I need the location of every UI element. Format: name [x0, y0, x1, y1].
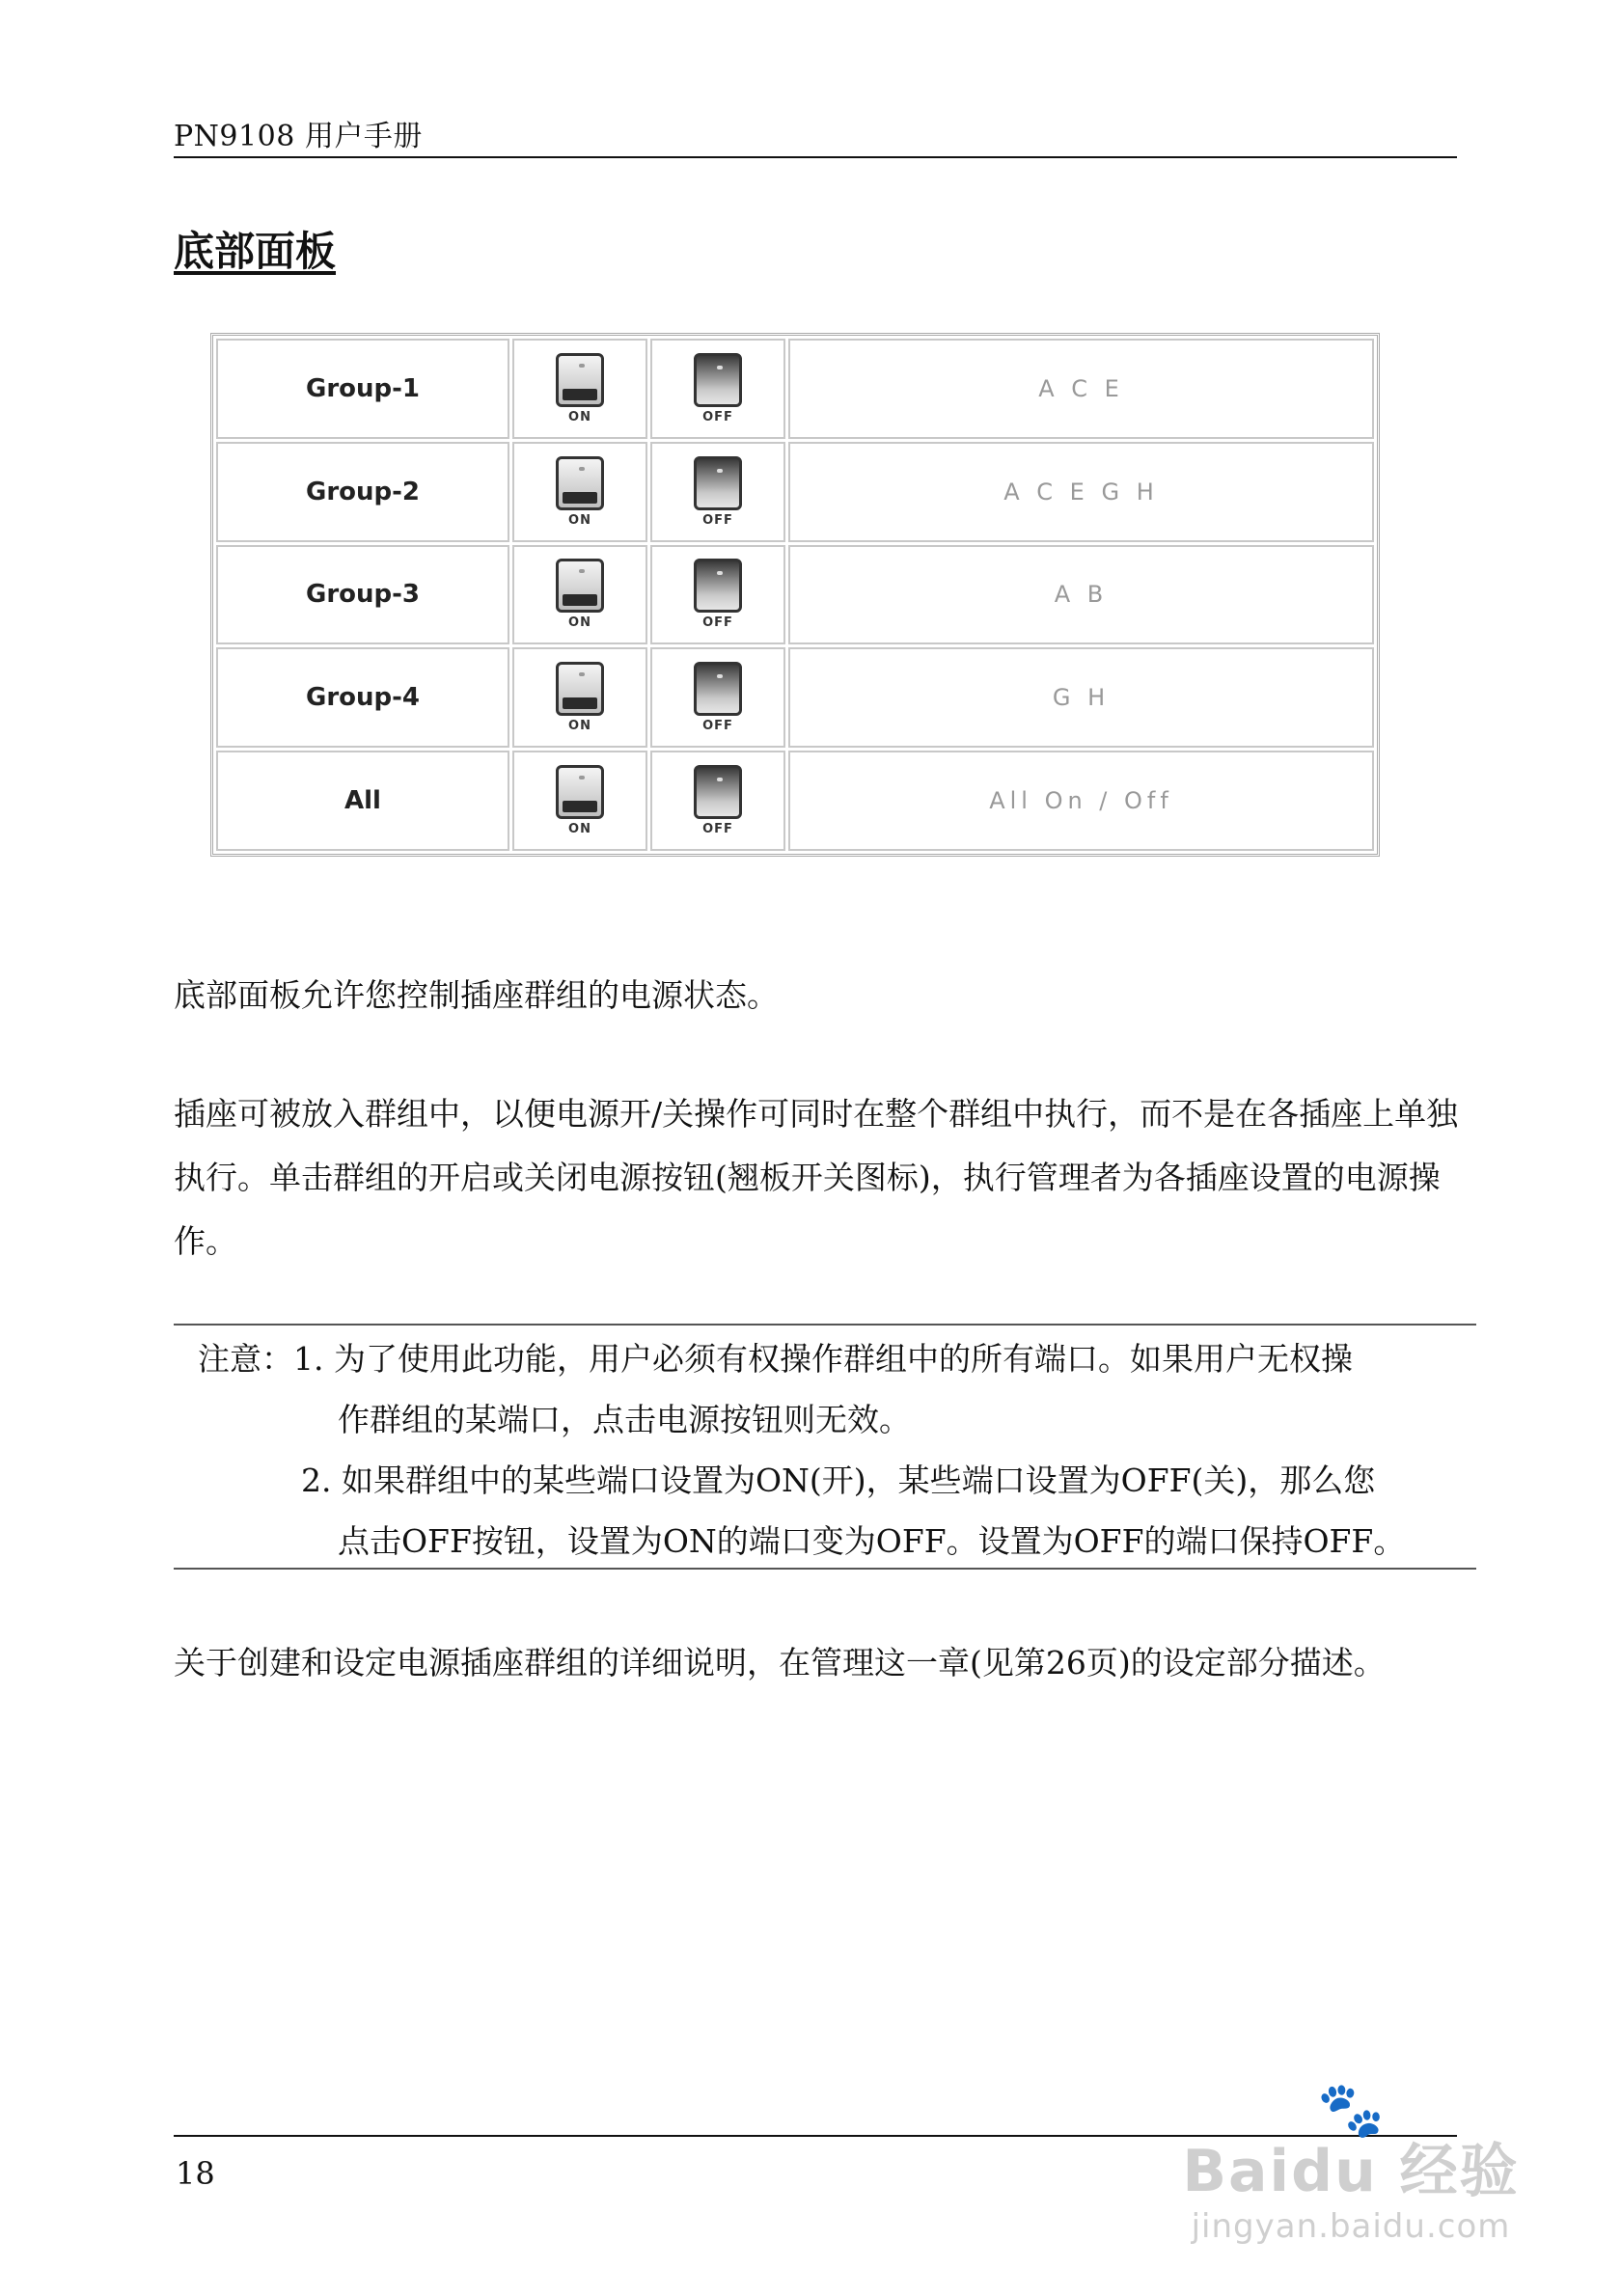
- paw-icon: 🐾: [1317, 2079, 1385, 2142]
- off-switch-cell: [650, 442, 785, 542]
- off-switch-cell: [650, 751, 785, 851]
- note-bottom-rule: [174, 1568, 1476, 1570]
- group-name: Group-1: [216, 339, 509, 439]
- power-on-button[interactable]: [556, 662, 604, 733]
- rocker-switch-off-icon: [694, 662, 742, 716]
- on-switch-cell: [512, 751, 647, 851]
- off-label: OFF: [702, 615, 733, 631]
- watermark-url: jingyan.baidu.com: [1191, 2207, 1511, 2246]
- rocker-switch-off-icon: [694, 456, 742, 510]
- note-line-1: 注意：1. 为了使用此功能，用户必须有权操作群组中的所有端口。如果用户无权操: [198, 1340, 1353, 1378]
- power-off-button[interactable]: [694, 456, 742, 528]
- group-outlets: A C E: [788, 339, 1374, 439]
- power-off-button[interactable]: [694, 353, 742, 424]
- rocker-switch-off-icon: [694, 765, 742, 819]
- on-label: ON: [568, 512, 591, 528]
- group-name: All: [216, 751, 509, 851]
- power-on-button[interactable]: [556, 765, 604, 836]
- power-off-button[interactable]: [694, 765, 742, 836]
- group-row: [216, 545, 1374, 645]
- note-line-3: 2. 如果群组中的某些端口设置为ON(开)，某些端口设置为OFF(关)，那么您: [301, 1462, 1376, 1499]
- power-on-button[interactable]: [556, 559, 604, 630]
- on-switch-cell: [512, 647, 647, 748]
- on-label: ON: [568, 409, 591, 424]
- header-rule: [174, 156, 1457, 158]
- rocker-switch-on-icon: [556, 662, 604, 716]
- power-off-button[interactable]: [694, 662, 742, 733]
- page-number: 18: [176, 2155, 215, 2192]
- watermark-text: Baidu 经验: [1182, 2138, 1520, 2205]
- rocker-switch-on-icon: [556, 559, 604, 613]
- group-outlets: G H: [788, 647, 1374, 748]
- group-name: Group-4: [216, 647, 509, 748]
- header-title: PN9108 用户手册: [174, 120, 423, 153]
- group-row: [216, 751, 1374, 851]
- power-on-button[interactable]: [556, 353, 604, 424]
- group-outlets: A C E G H: [788, 442, 1374, 542]
- on-switch-cell: [512, 339, 647, 439]
- off-label: OFF: [702, 409, 733, 424]
- group-row: [216, 647, 1374, 748]
- off-switch-cell: [650, 545, 785, 645]
- rocker-switch-on-icon: [556, 765, 604, 819]
- off-switch-cell: [650, 647, 785, 748]
- group-outlets: All On / Off: [788, 751, 1374, 851]
- note-line-2: 作群组的某端口，点击电源按钮则无效。: [338, 1401, 911, 1438]
- intro-paragraph: 底部面板允许您控制插座群组的电源状态。: [174, 976, 779, 1014]
- on-label: ON: [568, 615, 591, 631]
- group-description-paragraph: 插座可被放入群组中，以便电源开/关操作可同时在整个群组中执行，而不是在各插座上单独执行。单击群组的开启或关闭电源按钮(翘板开关图标)，执行管理者为各插座设置的电源操作。: [174, 1095, 1459, 1260]
- on-switch-cell: [512, 545, 647, 645]
- note-top-rule: [174, 1324, 1476, 1326]
- on-label: ON: [568, 822, 591, 837]
- section-title: 底部面板: [174, 228, 337, 275]
- on-switch-cell: [512, 442, 647, 542]
- group-row: [216, 442, 1374, 542]
- off-label: OFF: [702, 822, 733, 837]
- note-line-4: 点击OFF按钮，设置为ON的端口变为OFF。设置为OFF的端口保持OFF。: [338, 1522, 1406, 1560]
- group-row: [216, 339, 1374, 439]
- rocker-switch-off-icon: [694, 559, 742, 613]
- off-label: OFF: [702, 719, 733, 734]
- rocker-switch-on-icon: [556, 353, 604, 407]
- power-off-button[interactable]: [694, 559, 742, 630]
- on-label: ON: [568, 719, 591, 734]
- off-label: OFF: [702, 512, 733, 528]
- reference-paragraph: 关于创建和设定电源插座群组的详细说明，在管理这一章(见第26页)的设定部分描述。: [174, 1644, 1386, 1681]
- group-name: Group-2: [216, 442, 509, 542]
- group-power-table: [210, 333, 1380, 857]
- group-outlets: A B: [788, 545, 1374, 645]
- rocker-switch-off-icon: [694, 353, 742, 407]
- power-on-button[interactable]: [556, 456, 604, 528]
- baidu-watermark: [1158, 2079, 1544, 2277]
- group-name: Group-3: [216, 545, 509, 645]
- rocker-switch-on-icon: [556, 456, 604, 510]
- off-switch-cell: [650, 339, 785, 439]
